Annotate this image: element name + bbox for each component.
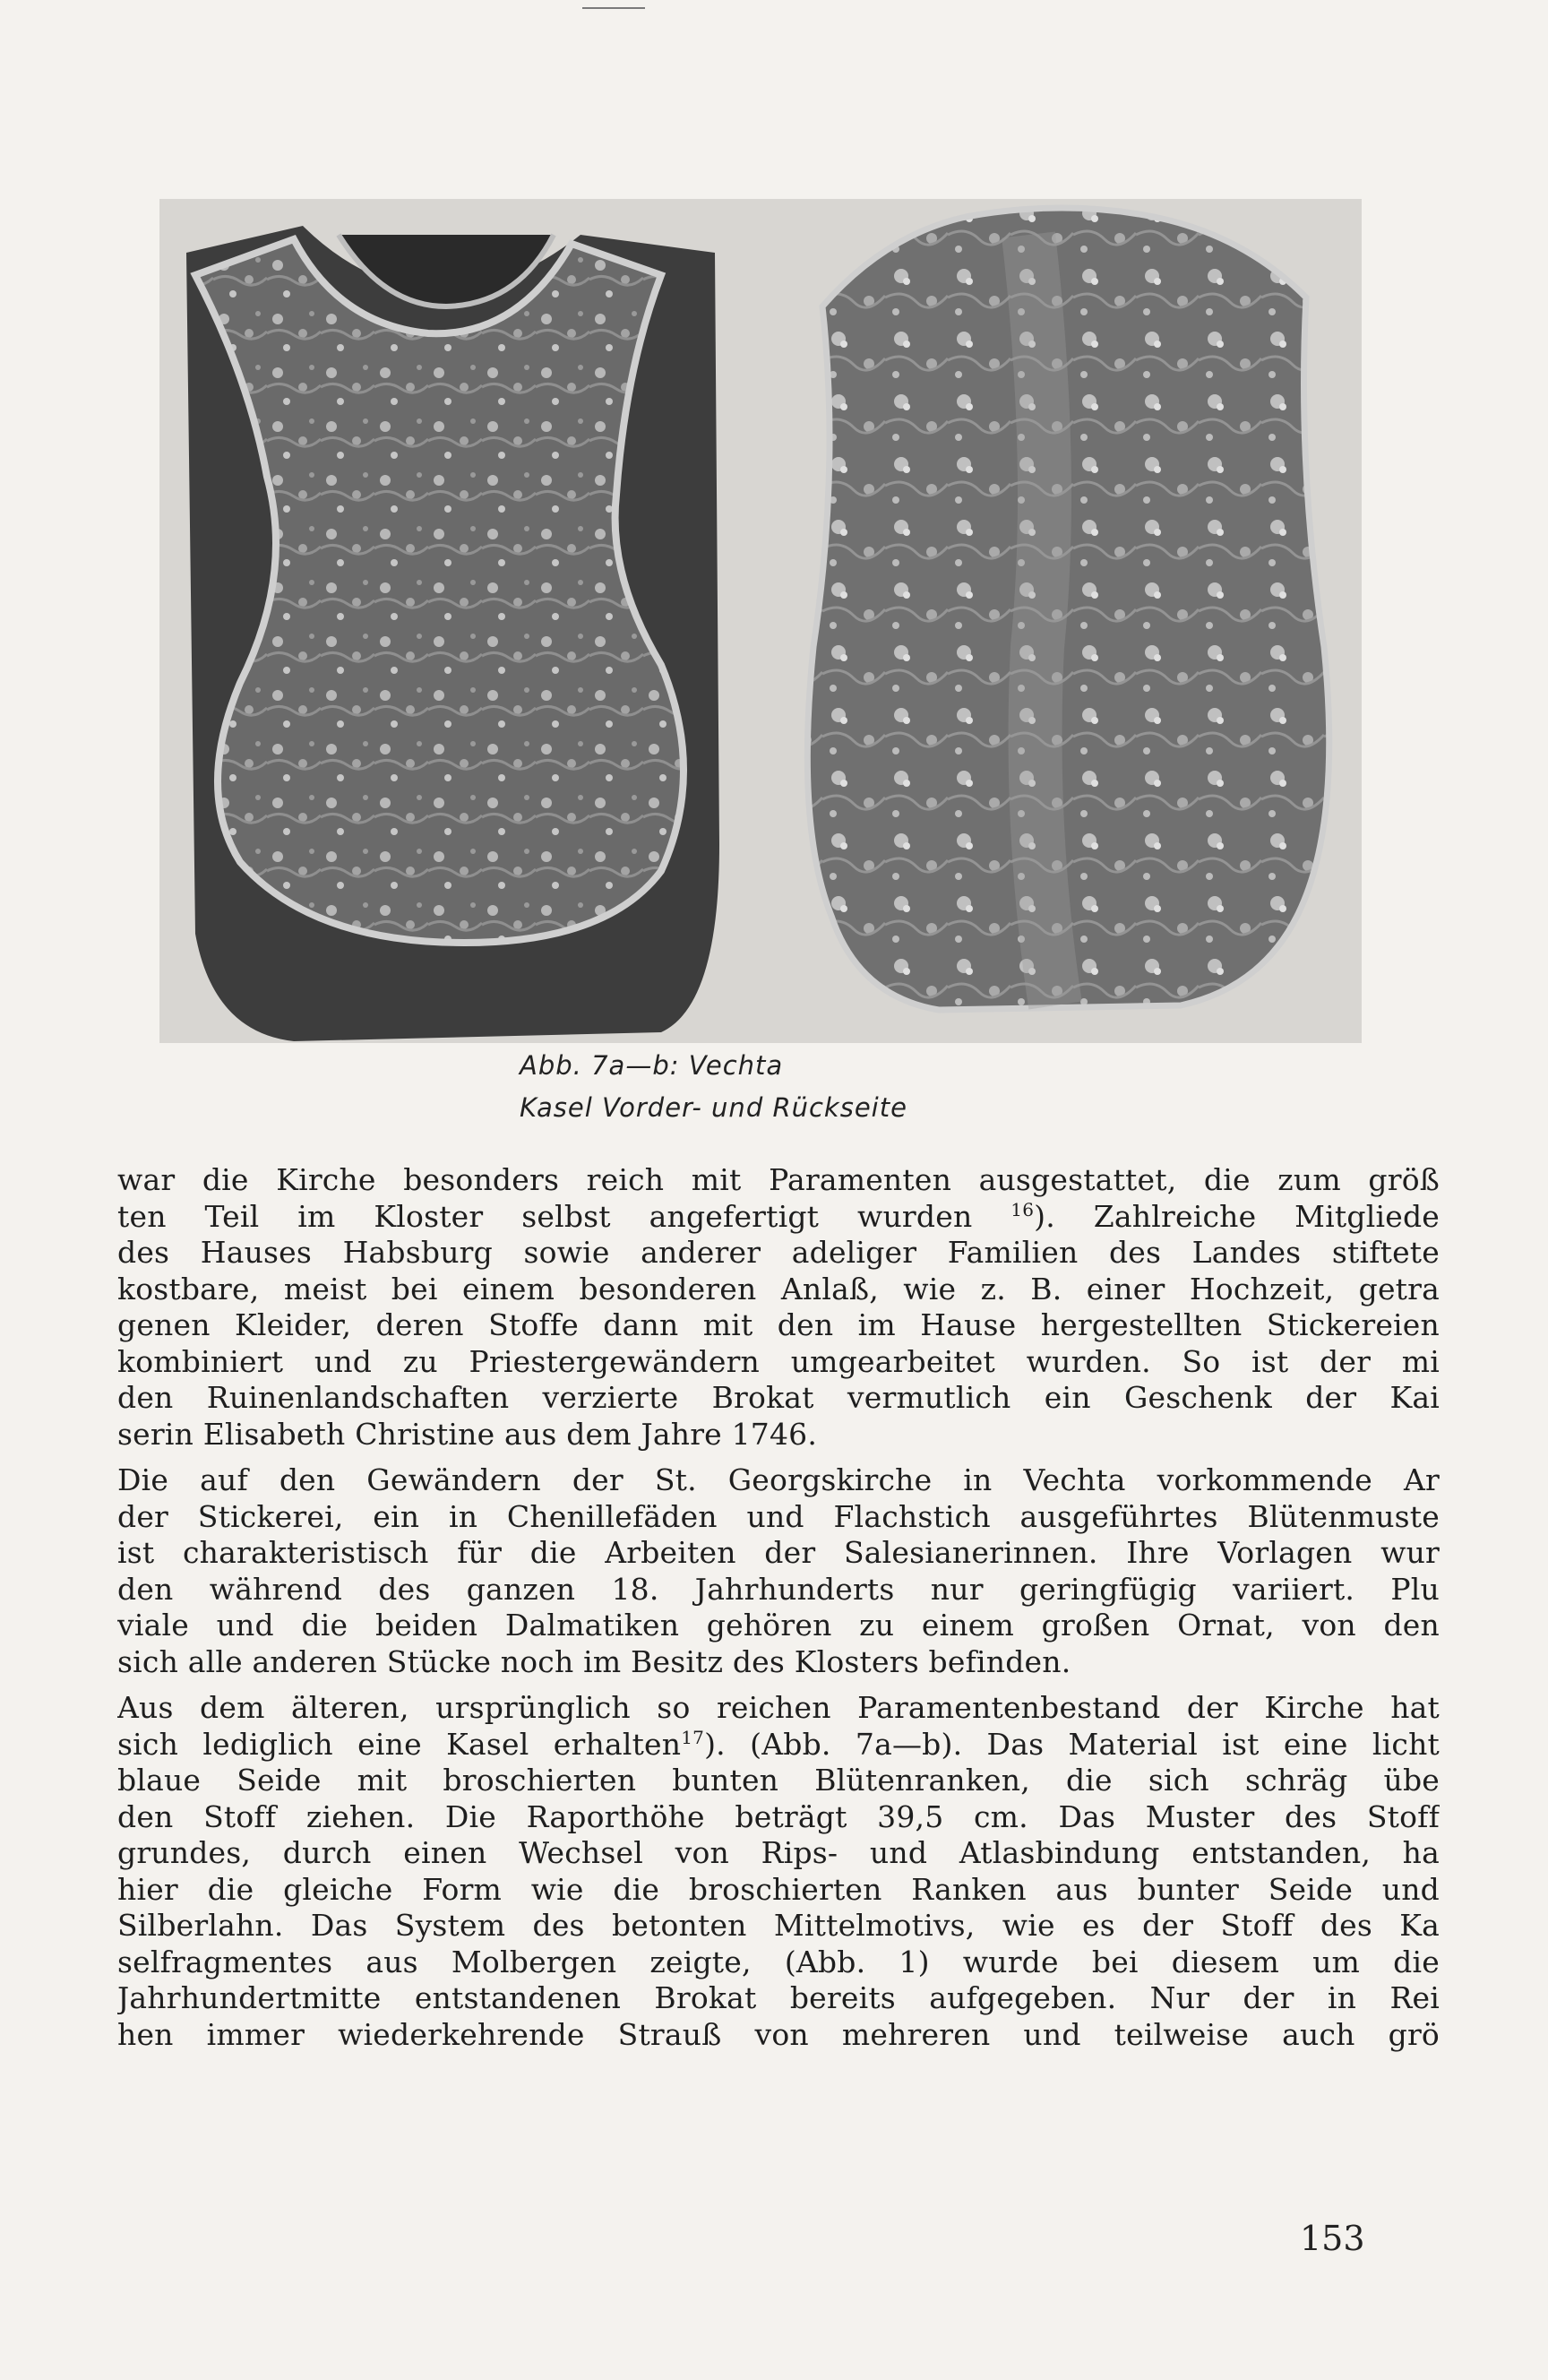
text-line <box>117 1199 1440 1236</box>
figure-caption-subtitle: Kasel Vorder- und Rückseite <box>520 1092 907 1123</box>
text-line: serin Elisabeth Christine aus dem Jahre 1746. <box>117 1416 818 1452</box>
text-line <box>117 1727 1440 1763</box>
text-line: Die auf den Gewändern der St. Georgskirche in Vechta vorkommende Ar <box>117 1462 1440 1497</box>
photo-chasuble-back <box>760 199 1362 1043</box>
text-segment: ). Zahlreiche Mitgliede <box>1034 1198 1440 1234</box>
page-number: 153 <box>1300 2219 1365 2258</box>
footnote-ref: 16 <box>1010 1198 1035 1220</box>
text-line: kombiniert und zu Priestergewändern umgearbeitet wurden. So ist der mi <box>117 1343 1440 1379</box>
text-line: war die Kirche besonders reich mit Paramenten ausgestattet, die zum größ <box>117 1162 1440 1197</box>
paragraph-1 <box>117 1162 1440 1453</box>
text-line: der Stickerei, ein in Chenillefäden und Flachstich ausgeführtes Blütenmuste <box>117 1498 1440 1534</box>
paragraph-2 <box>117 1462 1440 1680</box>
text-line: selfragmentes aus Molbergen zeigte, (Abb. 1) wurde bei diesem um die <box>117 1944 1440 1979</box>
text-segment: ). (Abb. 7a—b). Das Material ist eine licht <box>704 1726 1440 1762</box>
chasuble-front-image <box>159 199 761 1043</box>
text-line: sich alle anderen Stücke noch im Besitz des Klosters befinden. <box>117 1643 1071 1679</box>
text-line: den während des ganzen 18. Jahrhunderts nur geringfügig variiert. Plu <box>117 1571 1440 1607</box>
text-line: genen Kleider, deren Stoffe dann mit den im Hause hergestellten Stickereien <box>117 1307 1440 1342</box>
text-line: den Stoff ziehen. Die Raporthöhe beträgt 39,5 cm. Das Muster des Stoff <box>117 1798 1440 1834</box>
text-line: ist charakteristisch für die Arbeiten der Salesianerinnen. Ihre Vorlagen wur <box>117 1535 1440 1570</box>
photo-chasuble-front <box>159 199 761 1043</box>
text-line: hier die gleiche Form wie die broschierten Ranken aus bunter Seide und <box>117 1871 1440 1907</box>
text-line: viale und die beiden Dalmatiken gehören zu einem großen Ornat, von den <box>117 1608 1440 1643</box>
body-text <box>117 1162 1440 2063</box>
paragraph-3 <box>117 1690 1440 2053</box>
text-line: den Ruinenlandschaften verzierte Brokat vermutlich ein Geschenk der Kai <box>117 1380 1440 1415</box>
chasuble-back-image <box>760 199 1362 1043</box>
text-line: Jahrhundertmitte entstandenen Brokat bereits aufgegeben. Nur der in Rei <box>117 1980 1440 2015</box>
text-line: des Hauses Habsburg sowie anderer adeliger Familien des Landes stiftete <box>117 1235 1440 1270</box>
text-line: Aus dem älteren, ursprünglich so reichen Paramentenbestand der Kirche hat <box>117 1690 1440 1725</box>
figure-caption-title: Abb. 7a—b: Vechta <box>520 1050 784 1081</box>
text-segment: ten Teil im Kloster selbst angefertigt wurden <box>117 1198 1011 1234</box>
text-line: grundes, durch einen Wechsel von Rips- und Atlasbindung entstanden, ha <box>117 1835 1440 1870</box>
text-line: blaue Seide mit broschierten bunten Blütenranken, die sich schräg übe <box>117 1763 1440 1798</box>
text-line: kostbare, meist bei einem besonderen Anlaß, wie z. B. einer Hochzeit, getra <box>117 1271 1440 1306</box>
footnote-ref: 17 <box>681 1726 705 1748</box>
text-segment: sich lediglich eine Kasel erhalten <box>117 1726 682 1762</box>
text-line: hen immer wiederkehrende Strauß von mehreren und teilweise auch grö <box>117 2016 1440 2052</box>
top-rule <box>582 7 645 9</box>
text-line: Silberlahn. Das System des betonten Mittelmotivs, wie es der Stoff des Ka <box>117 1908 1440 1943</box>
